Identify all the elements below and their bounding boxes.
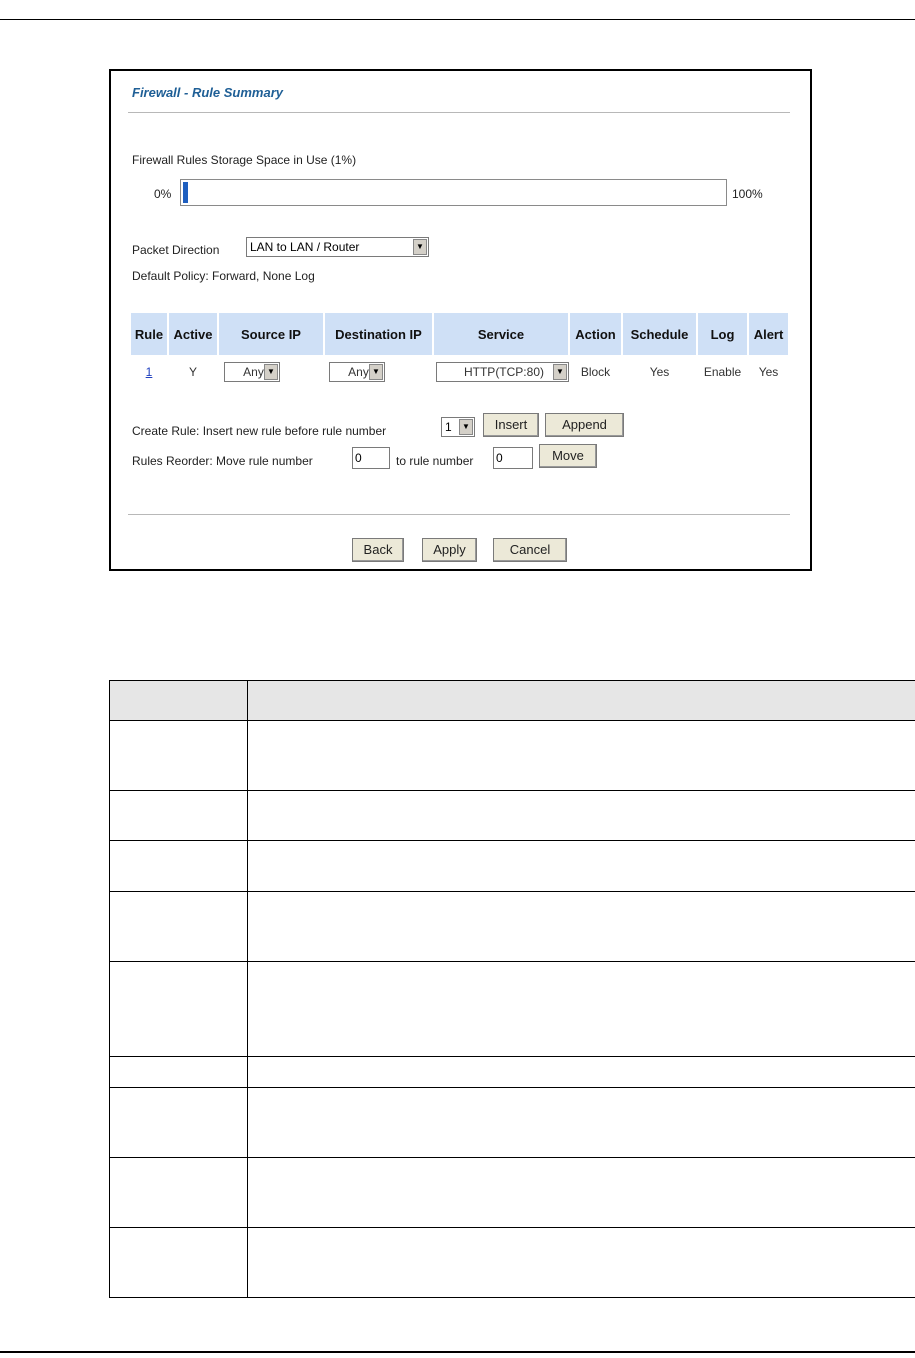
chevron-down-icon[interactable]: ▼ xyxy=(369,364,383,380)
create-rule-label: Create Rule: Insert new rule before rule number xyxy=(132,424,387,438)
move-from-input[interactable]: 0 xyxy=(352,447,390,469)
table-row xyxy=(131,357,167,387)
description-label-cell xyxy=(110,841,248,891)
col-action: Action xyxy=(570,313,621,355)
storage-label: Firewall Rules Storage Space in Use (1%) xyxy=(132,153,357,167)
description-label-column xyxy=(110,681,248,720)
description-label-cell xyxy=(110,1088,248,1157)
description-label-cell xyxy=(110,1228,248,1297)
cell-service xyxy=(434,357,568,387)
service-value: HTTP(TCP:80) xyxy=(463,365,544,379)
table-row xyxy=(110,961,915,1056)
back-button[interactable]: Back xyxy=(352,538,404,562)
packet-direction-select[interactable] xyxy=(246,237,429,257)
description-label-cell xyxy=(110,721,248,790)
cell-schedule: Yes xyxy=(623,357,696,387)
title-divider xyxy=(128,112,790,113)
col-source-ip: Source IP xyxy=(219,313,323,355)
description-label-cell xyxy=(110,791,248,840)
description-table xyxy=(109,680,915,1298)
description-header-row xyxy=(110,681,915,720)
table-row xyxy=(110,1227,915,1297)
footer-divider xyxy=(128,514,790,515)
chevron-down-icon[interactable]: ▼ xyxy=(264,364,278,380)
storage-progress-bar xyxy=(180,179,727,206)
page-top-rule xyxy=(0,19,915,20)
table-row xyxy=(110,1087,915,1157)
page-bottom-rule xyxy=(0,1351,915,1353)
col-service: Service xyxy=(434,313,568,355)
move-button[interactable]: Move xyxy=(539,444,597,468)
chevron-down-icon[interactable]: ▼ xyxy=(553,364,567,380)
cell-destination-ip xyxy=(325,357,432,387)
reorder-to-label: to rule number xyxy=(396,454,474,468)
storage-progress-fill xyxy=(183,182,188,203)
cell-alert: Yes xyxy=(749,357,788,387)
col-schedule: Schedule xyxy=(623,313,696,355)
destination-ip-select[interactable] xyxy=(329,362,385,382)
description-label-cell xyxy=(110,962,248,1056)
col-destination-ip: Destination IP xyxy=(325,313,432,355)
col-alert: Alert xyxy=(749,313,788,355)
col-active: Active xyxy=(169,313,217,355)
append-button[interactable]: Append xyxy=(545,413,624,437)
cell-source-ip xyxy=(219,357,323,387)
storage-max-label: 100% xyxy=(732,187,763,201)
destination-ip-value: Any xyxy=(348,365,369,379)
description-label-cell xyxy=(110,1158,248,1227)
source-ip-value: Any xyxy=(243,365,264,379)
default-policy: Default Policy: Forward, None Log xyxy=(132,269,315,283)
cell-active: Y xyxy=(169,357,217,387)
table-row xyxy=(110,1157,915,1227)
service-select[interactable] xyxy=(436,362,569,382)
cancel-button[interactable]: Cancel xyxy=(493,538,567,562)
chevron-down-icon[interactable]: ▼ xyxy=(413,239,427,255)
move-to-input[interactable]: 0 xyxy=(493,447,533,469)
table-row xyxy=(110,840,915,891)
rules-table xyxy=(131,313,788,389)
rule-number-link[interactable]: 1 xyxy=(145,365,153,379)
source-ip-select[interactable] xyxy=(224,362,280,382)
page-title: Firewall - Rule Summary xyxy=(132,85,283,100)
chevron-down-icon[interactable]: ▼ xyxy=(459,419,473,435)
insert-button[interactable]: Insert xyxy=(483,413,539,437)
create-rule-number-select[interactable] xyxy=(441,417,475,437)
create-rule-number-value: 1 xyxy=(445,420,452,434)
rule-summary-screenshot xyxy=(109,69,812,571)
reorder-label: Rules Reorder: Move rule number xyxy=(132,454,313,468)
table-row xyxy=(110,720,915,790)
packet-direction-label: Packet Direction xyxy=(132,243,220,257)
col-log: Log xyxy=(698,313,747,355)
table-row xyxy=(110,891,915,961)
cell-action: Block xyxy=(570,357,621,387)
cell-log: Enable xyxy=(698,357,747,387)
packet-direction-value: LAN to LAN / Router xyxy=(250,240,360,254)
apply-button[interactable]: Apply xyxy=(422,538,477,562)
description-label-cell xyxy=(110,892,248,961)
col-rule: Rule xyxy=(131,313,167,355)
table-row xyxy=(110,790,915,840)
description-label-cell xyxy=(110,1057,248,1087)
storage-min-label: 0% xyxy=(154,187,172,201)
table-row xyxy=(110,1056,915,1087)
